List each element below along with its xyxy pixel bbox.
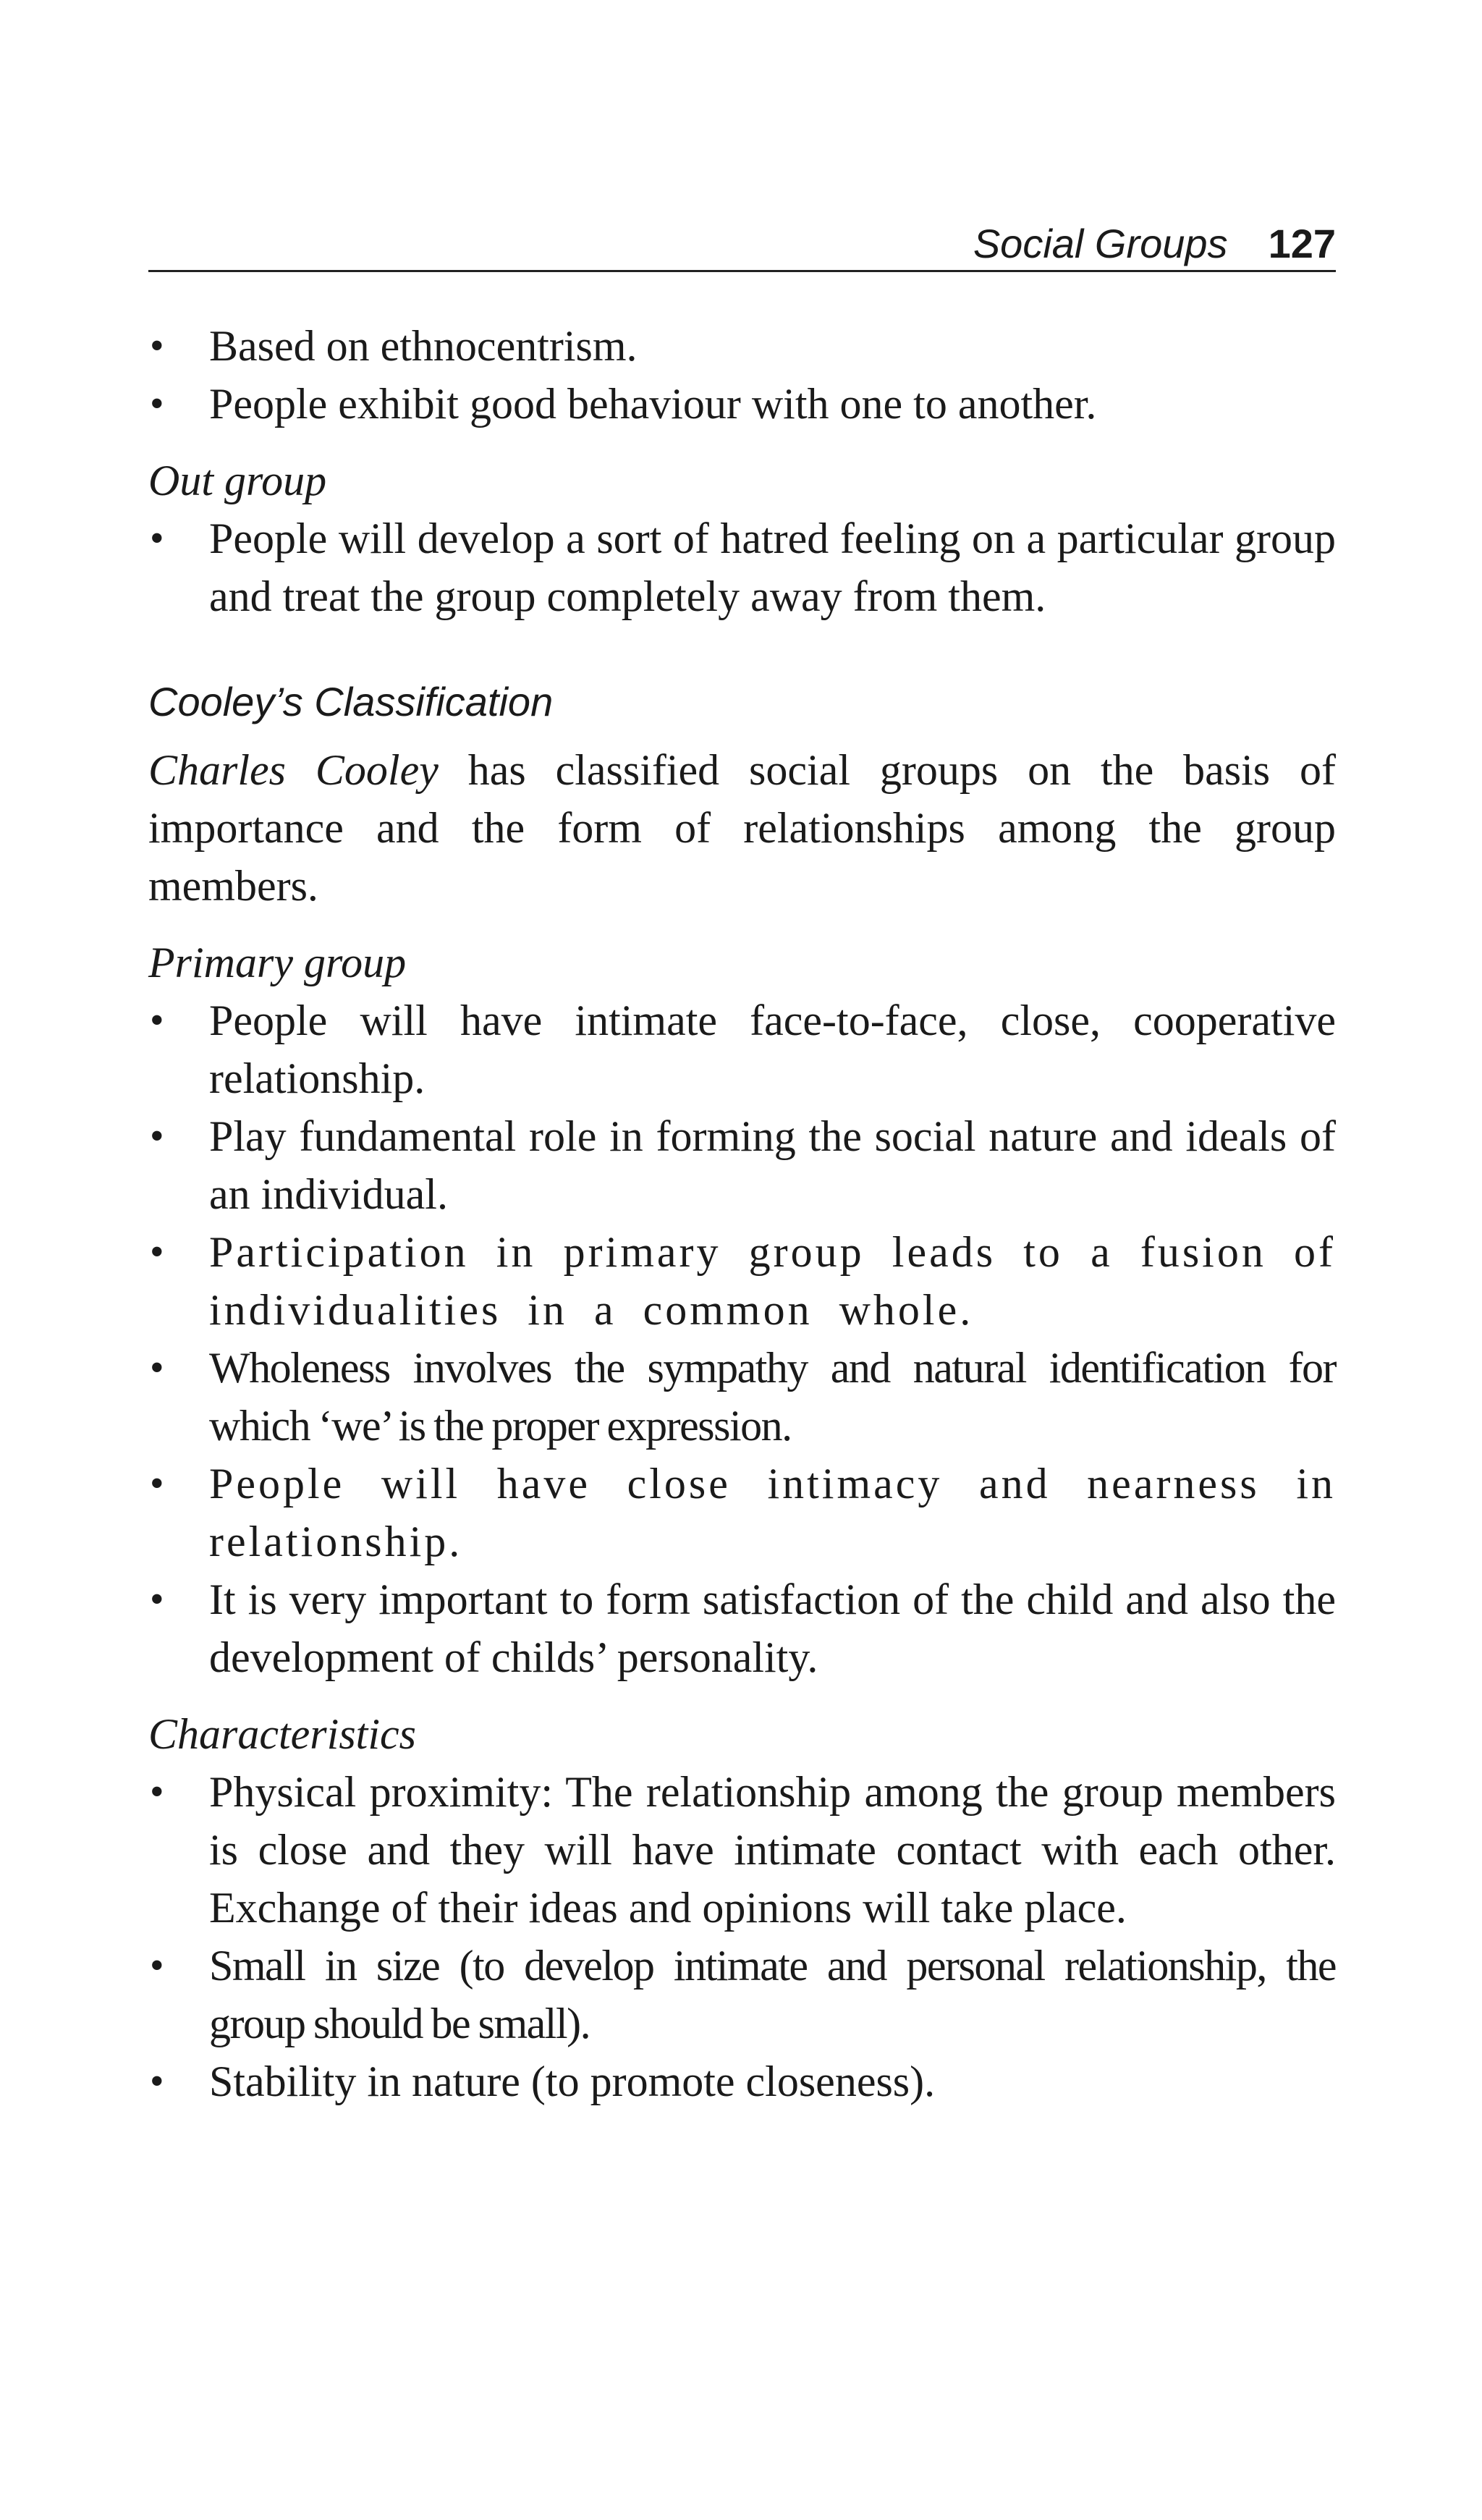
list-item: • People exhibit good behaviour with one to another. — [148, 375, 1336, 433]
list-item: • People will have close intimacy and nearness in relationship. — [148, 1455, 1336, 1570]
list-item: • Wholeness involves the sympathy and natural identification for which ‘we’ is the proper expression. — [148, 1339, 1336, 1455]
list-item: • Small in size (to develop intimate and personal relationship, the group should be small). — [148, 1937, 1336, 2052]
list-item: • Participation in primary group leads to a fusion of individualities in a common whole. — [148, 1223, 1336, 1339]
list-item: • Physical proximity: The relationship among the group members is close and they will have intimate contact with each other. Exchange of their ideas and opinions will take place. — [148, 1763, 1336, 1937]
list-item: • Play fundamental role in forming the social nature and ideals of an individual. — [148, 1107, 1336, 1223]
bullet-icon: • — [150, 1943, 164, 1988]
primary-group-list — [148, 991, 1336, 1686]
list-item: • People will have intimate face-to-face, close, cooperative relationship. — [148, 991, 1336, 1107]
bullet-icon: • — [150, 516, 164, 561]
bullet-icon: • — [150, 324, 164, 368]
primary-group-heading: Primary group — [148, 939, 407, 986]
in-group-list — [148, 317, 1336, 433]
list-item: • Based on ethnocentrism. — [148, 317, 1336, 375]
characteristics-heading: Characteristics — [148, 1710, 416, 1758]
section-heading: Cooley’s Classification — [148, 679, 554, 724]
list-item: • People will develop a sort of hatred feeling on a particular group and treat the group completely away from them. — [148, 510, 1336, 625]
list-item: • It is very important to form satisfaction of the child and also the development of childs’ personality. — [148, 1570, 1336, 1686]
bullet-icon: • — [150, 381, 164, 426]
running-header — [148, 214, 1336, 272]
page-content — [148, 317, 1336, 2110]
bullet-icon: • — [150, 2059, 164, 2104]
bullet-icon: • — [150, 1114, 164, 1159]
bullet-icon: • — [150, 1345, 164, 1390]
bullet-icon: • — [150, 998, 164, 1043]
bullet-icon: • — [150, 1230, 167, 1274]
bullet-icon: • — [150, 1577, 164, 1622]
book-page — [148, 0, 1336, 2520]
out-group-heading: Out group — [148, 457, 327, 504]
list-item: • Stability in nature (to promote closeness). — [148, 2052, 1336, 2110]
characteristics-list — [148, 1763, 1336, 2110]
page-number: 127 — [1268, 221, 1336, 266]
author-name: Charles Cooley — [148, 746, 439, 794]
chapter-title: Social Groups — [973, 221, 1228, 266]
out-group-list — [148, 510, 1336, 625]
bullet-icon: • — [150, 1461, 167, 1506]
bullet-icon: • — [150, 1770, 164, 1814]
intro-paragraph: Charles Cooley has classified social groups on the basis of importance and the form of relationships among the group members. — [148, 746, 1336, 910]
